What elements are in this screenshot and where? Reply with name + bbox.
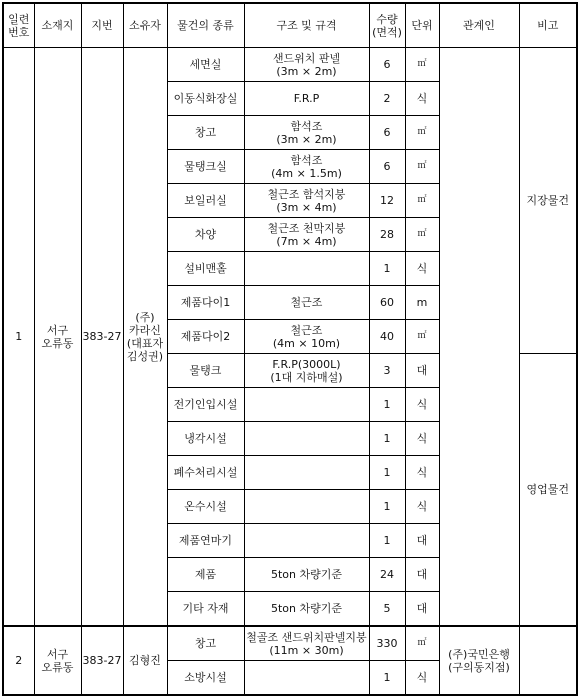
cell-structure: F.R.P(3000L) (1대 지하매설) [244, 354, 369, 388]
header-quantity: 수량 (면적) [369, 3, 405, 48]
cell-kind: 세면실 [167, 48, 244, 82]
header-serial: 일련 번호 [3, 3, 34, 48]
cell-kind: 물탱크실 [167, 150, 244, 184]
cell-structure [244, 252, 369, 286]
cell-kind: 설비맨홀 [167, 252, 244, 286]
cell-unit: 식 [405, 82, 439, 116]
cell-structure: 5ton 차량기준 [244, 592, 369, 627]
cell-structure [244, 490, 369, 524]
cell-quantity: 12 [369, 184, 405, 218]
cell-structure [244, 456, 369, 490]
cell-unit: 대 [405, 558, 439, 592]
cell-kind: 제품 [167, 558, 244, 592]
cell-unit: 식 [405, 490, 439, 524]
cell-unit: ㎡ [405, 48, 439, 82]
cell-kind: 온수시설 [167, 490, 244, 524]
cell-unit: 식 [405, 252, 439, 286]
cell-structure: 철골조 샌드위치판넬지붕 (11m × 30m) [244, 626, 369, 661]
cell-quantity: 40 [369, 320, 405, 354]
table-header [3, 3, 577, 48]
header-location: 소재지 [34, 3, 81, 48]
cell-quantity: 1 [369, 456, 405, 490]
cell-related: (주)국민은행 (구의동지점) [439, 626, 519, 695]
header-kind: 물건의 종류 [167, 3, 244, 48]
cell-quantity: 1 [369, 388, 405, 422]
cell-unit: 대 [405, 354, 439, 388]
cell-structure: 철근조 함석지붕 (3m × 4m) [244, 184, 369, 218]
property-table [2, 2, 578, 696]
cell-unit: ㎡ [405, 150, 439, 184]
cell-structure: F.R.P [244, 82, 369, 116]
cell-unit: 대 [405, 524, 439, 558]
header-unit: 단위 [405, 3, 439, 48]
cell-owner: (주) 카라신 (대표자 김성권) [123, 48, 167, 627]
cell-structure [244, 524, 369, 558]
cell-unit: 식 [405, 422, 439, 456]
cell-unit: m [405, 286, 439, 320]
cell-unit: 식 [405, 388, 439, 422]
cell-quantity: 1 [369, 524, 405, 558]
cell-unit: 식 [405, 661, 439, 696]
cell-kind: 폐수처리시설 [167, 456, 244, 490]
cell-quantity: 2 [369, 82, 405, 116]
cell-unit: ㎡ [405, 116, 439, 150]
cell-lot: 383-27 [81, 626, 123, 695]
cell-unit: 대 [405, 592, 439, 627]
cell-quantity: 24 [369, 558, 405, 592]
cell-quantity: 330 [369, 626, 405, 661]
cell-quantity: 1 [369, 490, 405, 524]
table-body [3, 48, 577, 696]
cell-owner: 김형진 [123, 626, 167, 695]
cell-kind: 이동식화장실 [167, 82, 244, 116]
table-row [3, 48, 577, 82]
header-note: 비고 [519, 3, 577, 48]
cell-quantity: 6 [369, 150, 405, 184]
cell-kind: 제품다이1 [167, 286, 244, 320]
header-structure: 구조 및 규격 [244, 3, 369, 48]
cell-note: 영업물건 [519, 354, 577, 627]
cell-quantity: 1 [369, 252, 405, 286]
header-lot: 지번 [81, 3, 123, 48]
cell-note: 지장물건 [519, 48, 577, 354]
cell-kind: 제품다이2 [167, 320, 244, 354]
table-row [3, 626, 577, 661]
cell-location: 서구 오류동 [34, 48, 81, 627]
cell-quantity: 60 [369, 286, 405, 320]
cell-structure: 철근조 (4m × 10m) [244, 320, 369, 354]
cell-structure: 철근조 천막지붕 (7m × 4m) [244, 218, 369, 252]
cell-quantity: 1 [369, 422, 405, 456]
cell-kind: 창고 [167, 116, 244, 150]
cell-serial: 1 [3, 48, 34, 627]
cell-lot: 383-27 [81, 48, 123, 627]
cell-kind: 제품연마기 [167, 524, 244, 558]
cell-kind: 전기인입시설 [167, 388, 244, 422]
cell-kind: 냉각시설 [167, 422, 244, 456]
cell-related [439, 48, 519, 627]
cell-structure: 함석조 (3m × 2m) [244, 116, 369, 150]
cell-unit: 식 [405, 456, 439, 490]
header-owner: 소유자 [123, 3, 167, 48]
cell-kind: 물탱크 [167, 354, 244, 388]
cell-structure [244, 661, 369, 696]
cell-location: 서구 오류동 [34, 626, 81, 695]
cell-kind: 보일러실 [167, 184, 244, 218]
cell-structure: 5ton 차량기준 [244, 558, 369, 592]
cell-quantity: 5 [369, 592, 405, 627]
cell-quantity: 1 [369, 661, 405, 696]
cell-unit: ㎡ [405, 626, 439, 661]
cell-unit: ㎡ [405, 218, 439, 252]
cell-structure: 샌드위치 판넬 (3m × 2m) [244, 48, 369, 82]
document-page [2, 2, 578, 696]
cell-structure [244, 422, 369, 456]
cell-structure [244, 388, 369, 422]
cell-serial: 2 [3, 626, 34, 695]
header-related: 관계인 [439, 3, 519, 48]
cell-quantity: 6 [369, 116, 405, 150]
cell-quantity: 3 [369, 354, 405, 388]
cell-unit: ㎡ [405, 320, 439, 354]
cell-kind: 기타 자재 [167, 592, 244, 627]
cell-unit: ㎡ [405, 184, 439, 218]
cell-note [519, 626, 577, 695]
cell-kind: 소방시설 [167, 661, 244, 696]
cell-quantity: 6 [369, 48, 405, 82]
cell-structure: 함석조 (4m × 1.5m) [244, 150, 369, 184]
cell-structure: 철근조 [244, 286, 369, 320]
cell-kind: 창고 [167, 626, 244, 661]
cell-kind: 차양 [167, 218, 244, 252]
cell-quantity: 28 [369, 218, 405, 252]
